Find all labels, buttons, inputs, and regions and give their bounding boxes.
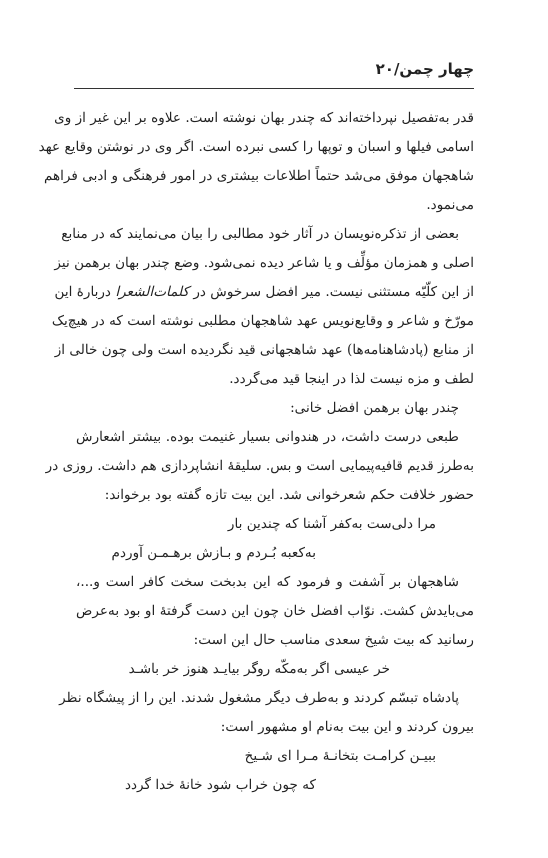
body-line: مورّخ و شاعر و وقایع‌نویس عهد شاهجهان مطلبی نوشته است که در هیچ‌یک <box>51 313 474 329</box>
verse-hemistich: خر عیسی اگر به‌مکّه رود <box>251 661 390 677</box>
body-line: طبعی درست داشت، در هندوانی بسیار غنیمت بوده. بیشتر اشعارش <box>76 429 459 445</box>
running-header: چهار چمن/۲۰ <box>375 60 474 78</box>
body-line: بیرون کردند و این بیت به‌نام او مشهور است: <box>220 719 474 735</box>
body-line: اصلی و همزمان مؤلِّف و یا شاعر دیده نمی‌شود. وضع چندر بهان برهمن نیز <box>54 255 474 271</box>
body-line: می‌بایدش کشت. نوّاب افضل خان چون این دست گرفتهٔ او بود به‌عرض <box>76 603 474 619</box>
verse-hemistich: به‌کعبه بُـردم و بـازش برهـمـن آوردم <box>111 545 316 561</box>
verse-hemistich: ببیـن کرامـت بتخانـهٔ مـرا ای شـیخ <box>244 748 436 764</box>
verse-hemistich: مرا دلی‌ست به‌کفر آشنا که چندین بار <box>227 516 436 532</box>
header-rule <box>74 88 474 89</box>
body-line: پادشاه تبسّم کردند و به‌طرف دیگر مشغول شدند. این را از پیشگاه نظر <box>59 690 459 706</box>
body-line: اسامی فیلها و اسبان و توپها را کسی نبرده است. اگر وی در نوشتن وقایع عهد <box>38 139 474 155</box>
body-text-segment: دربارهٔ این <box>54 284 111 300</box>
body-line: از منابع (پادشاهنامه‌ها) عهد شاهجهانی قید نگردیده است ولی چون خالی از <box>54 342 474 358</box>
verse-hemistich: که چون خراب شود خانهٔ خدا گردد <box>124 777 316 793</box>
body-line <box>54 284 474 300</box>
quote-intro: چندر بهان برهمن افضل خانی: <box>290 400 459 416</box>
body-line: می‌نمود. <box>426 197 474 213</box>
body-line: شاهجهان موفق می‌شد حتماً اطلاعات بیشتری در امور فرهنگی و ادبی فراهم <box>43 168 474 184</box>
body-line: به‌طرز قدیم قافیه‌پیمایی است و بس. سلیقهٔ انشاپردازی هم داشت. روزی در <box>45 458 474 474</box>
body-text-segment: از این کلّیّه مستثنی نیست. میر افضل سرخوش در <box>193 284 474 300</box>
body-line: حضور خلافت حکم شعرخوانی شد. این بیت تازه گفته بود برخواند: <box>104 487 474 503</box>
body-line: شاهجهان بر آشفت و فرمود که این بدبخت سخت کافر است و...، <box>76 574 459 590</box>
body-line: قدر به‌تفصیل نپرداخته‌اند که چندر بهان نوشته است. علاوه بر این غیر از وی <box>54 110 474 126</box>
body-line: رسانید که بیت شیخ سعدی مناسب حال این است: <box>193 632 474 648</box>
body-line: بعضی از تذکره‌نویسان در آثار خود مطالبی را بیان می‌نمایند که در منابع <box>61 226 459 242</box>
book-title: کلمات‌الشعرا <box>115 284 189 300</box>
verse-hemistich: گر بیایـد هنوز خر باشـد <box>128 661 258 677</box>
body-line: لطف و مزه نیست لذا در اینجا قید می‌گردد. <box>229 371 474 387</box>
